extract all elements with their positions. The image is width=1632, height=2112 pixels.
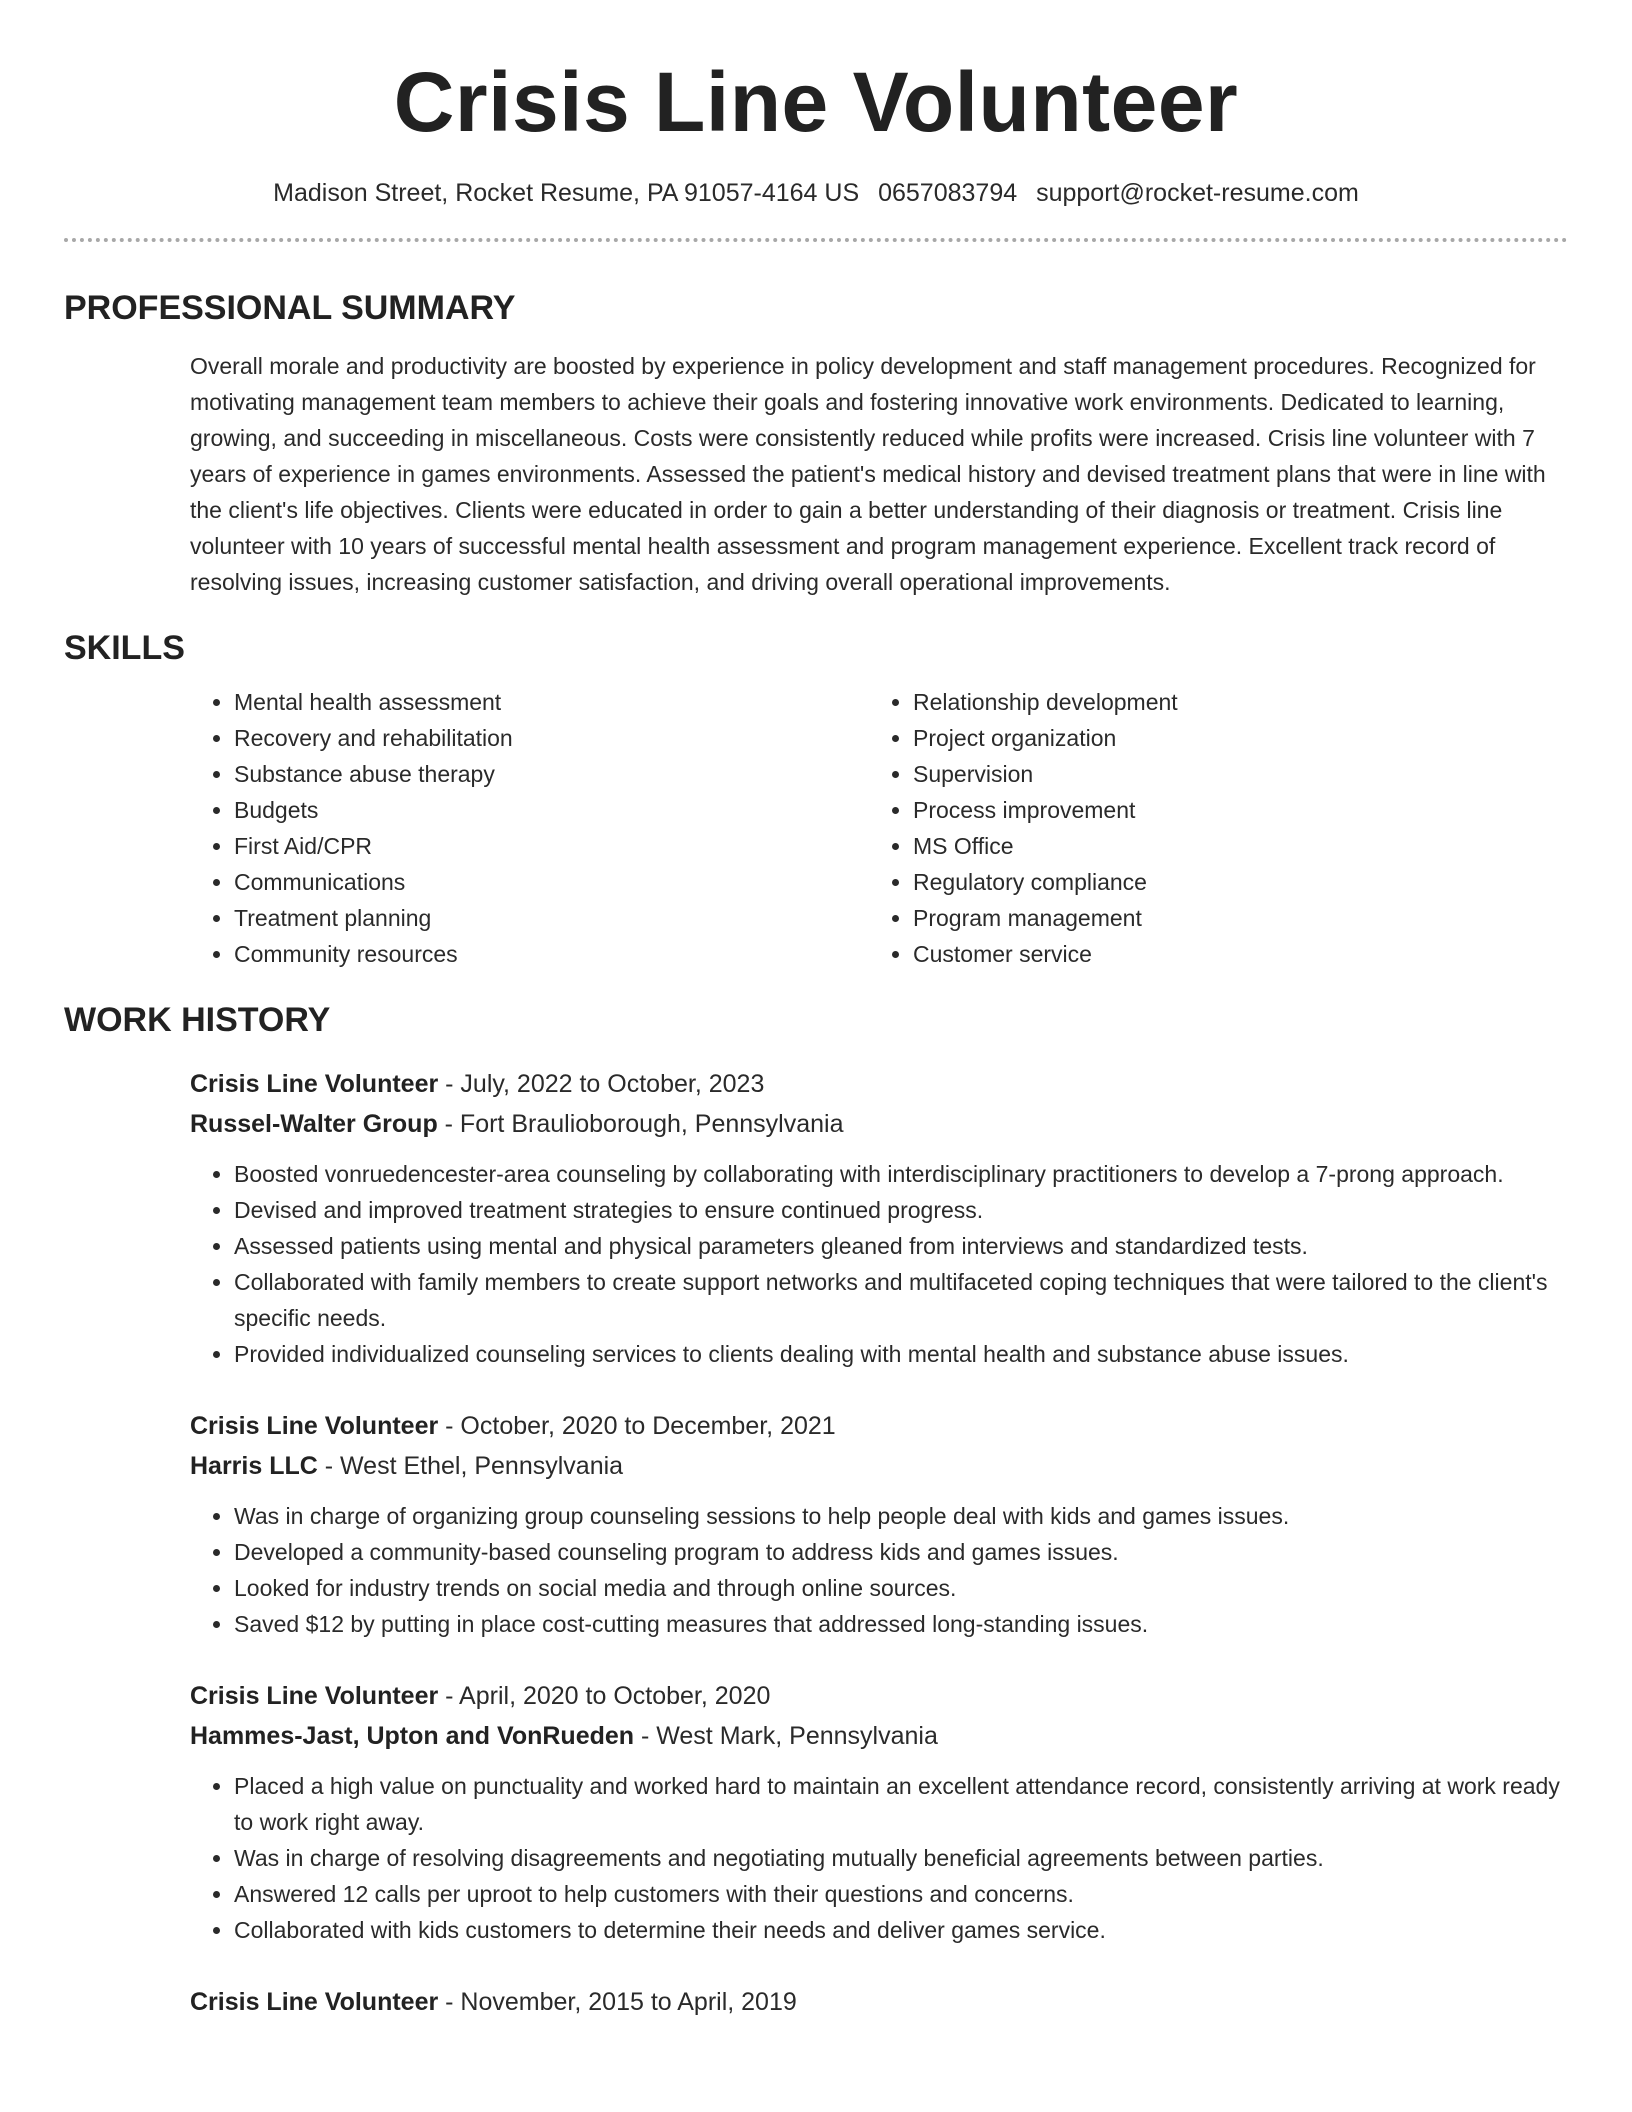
job-location: - West Ethel, Pennsylvania <box>317 1452 624 1480</box>
skill-item: • Relationship development <box>913 684 1548 720</box>
job-title-line <box>190 1406 1568 1446</box>
skill-item: • Community resources <box>234 936 869 972</box>
job-company: Harris LLC <box>190 1452 318 1480</box>
skill-item: • Treatment planning <box>234 900 869 936</box>
skill-item: • First Aid/CPR <box>234 828 869 864</box>
job-bullet: • Collaborated with kids customers to determine their needs and deliver games service. <box>234 1912 1568 1948</box>
job-bullet: • Placed a high value on punctuality and worked hard to maintain an excellent attendance record, consistently arriving at work ready to work right away. <box>234 1768 1568 1840</box>
skills-left-column <box>190 684 869 972</box>
skill-item: • Project organization <box>913 720 1548 756</box>
job-bullet: • Looked for industry trends on social media and through online sources. <box>234 1570 1568 1606</box>
skill-item: • Supervision <box>913 756 1548 792</box>
job-location: - West Mark, Pennsylvania <box>634 1722 938 1750</box>
job-bullet: • Assessed patients using mental and physical parameters gleaned from interviews and standardized tests. <box>234 1228 1568 1264</box>
job-bullets <box>190 1498 1568 1642</box>
job-company-line <box>190 1104 1568 1144</box>
job-bullet: • Collaborated with family members to create support networks and multifaceted coping techniques that were tailored to the client's specific needs. <box>234 1264 1568 1336</box>
skill-item: • MS Office <box>913 828 1548 864</box>
job-bullet: • Boosted vonruedencester-area counseling by collaborating with interdisciplinary practitioners to develop a 7-prong approach. <box>234 1156 1568 1192</box>
job-role: Crisis Line Volunteer <box>190 1412 439 1440</box>
skill-item: • Mental health assessment <box>234 684 869 720</box>
job-bullets <box>190 1768 1568 1948</box>
contact-email: support@rocket-resume.com <box>1036 179 1359 207</box>
contact-phone: 0657083794 <box>878 179 1018 207</box>
header-divider <box>64 238 1568 242</box>
job-dates: - November, 2015 to April, 2019 <box>438 1988 797 2016</box>
job-title-line <box>190 1064 1568 1104</box>
resume-name: Crisis Line Volunteer <box>393 55 1239 149</box>
job-title-line <box>190 1676 1568 1716</box>
job-bullet: • Devised and improved treatment strategies to ensure continued progress. <box>234 1192 1568 1228</box>
skill-item: • Recovery and rehabilitation <box>234 720 869 756</box>
skills-heading: SKILLS <box>64 629 185 667</box>
contact-line <box>64 176 1568 210</box>
skill-item: • Customer service <box>913 936 1548 972</box>
resume-page <box>64 0 1568 2022</box>
job-location: - Fort Braulioborough, Pennsylvania <box>437 1110 844 1138</box>
work-history-heading: WORK HISTORY <box>64 1001 331 1039</box>
job-bullet: • Was in charge of resolving disagreements and negotiating mutually beneficial agreements between parties. <box>234 1840 1568 1876</box>
job-role: Crisis Line Volunteer <box>190 1682 439 1710</box>
job-entry <box>190 1676 1568 1948</box>
job-entry <box>190 1406 1568 1642</box>
job-entry <box>190 1982 1568 2022</box>
job-company: Russel-Walter Group <box>190 1110 438 1138</box>
job-bullets <box>190 1156 1568 1372</box>
job-company: Hammes-Jast, Upton and VonRueden <box>190 1722 635 1750</box>
job-dates: - July, 2022 to October, 2023 <box>438 1070 765 1098</box>
job-title-line <box>190 1982 1568 2022</box>
job-bullet: • Provided individualized counseling services to clients dealing with mental health and substance abuse issues. <box>234 1336 1568 1372</box>
job-bullet: • Saved $12 by putting in place cost-cutting measures that addressed long-standing issues. <box>234 1606 1568 1642</box>
skill-item: • Substance abuse therapy <box>234 756 869 792</box>
skill-item: • Program management <box>913 900 1548 936</box>
skill-item: • Process improvement <box>913 792 1548 828</box>
job-role: Crisis Line Volunteer <box>190 1070 439 1098</box>
summary-text: Overall morale and productivity are boosted by experience in policy development and staff management procedures. Recognized for motivating management team members to achieve their goals and fostering innovative work environments. Dedicated to learning, growing, and succeeding in miscellaneous. Costs were consistently reduced while profits were increased. Crisis line volunteer with 7 years of experience in games environments. Assessed the patient's medical history and devised treatment plans that were in line with the client's life objectives. Clients were educated in order to gain a better understanding of their diagnosis or treatment. Crisis line volunteer with 10 years of successful mental health assessment and program management experience. Excellent track record of resolving issues, increasing customer satisfaction, and driving overall operational improvements. <box>190 353 1546 595</box>
job-entry <box>190 1064 1568 1372</box>
skill-item: • Budgets <box>234 792 869 828</box>
job-bullet: • Was in charge of organizing group counseling sessions to help people deal with kids and games issues. <box>234 1498 1568 1534</box>
job-bullet: • Developed a community-based counseling program to address kids and games issues. <box>234 1534 1568 1570</box>
contact-address: Madison Street, Rocket Resume, PA 91057-4164 US <box>273 179 860 207</box>
skills-columns <box>190 684 1568 972</box>
job-dates: - April, 2020 to October, 2020 <box>438 1682 771 1710</box>
job-bullet: • Answered 12 calls per uproot to help customers with their questions and concerns. <box>234 1876 1568 1912</box>
skill-item: • Communications <box>234 864 869 900</box>
job-company-line <box>190 1446 1568 1486</box>
skill-item: • Regulatory compliance <box>913 864 1548 900</box>
job-dates: - October, 2020 to December, 2021 <box>438 1412 836 1440</box>
skills-right-column <box>869 684 1548 972</box>
summary-heading: PROFESSIONAL SUMMARY <box>64 289 516 327</box>
job-company-line <box>190 1716 1568 1756</box>
job-role: Crisis Line Volunteer <box>190 1988 439 2016</box>
